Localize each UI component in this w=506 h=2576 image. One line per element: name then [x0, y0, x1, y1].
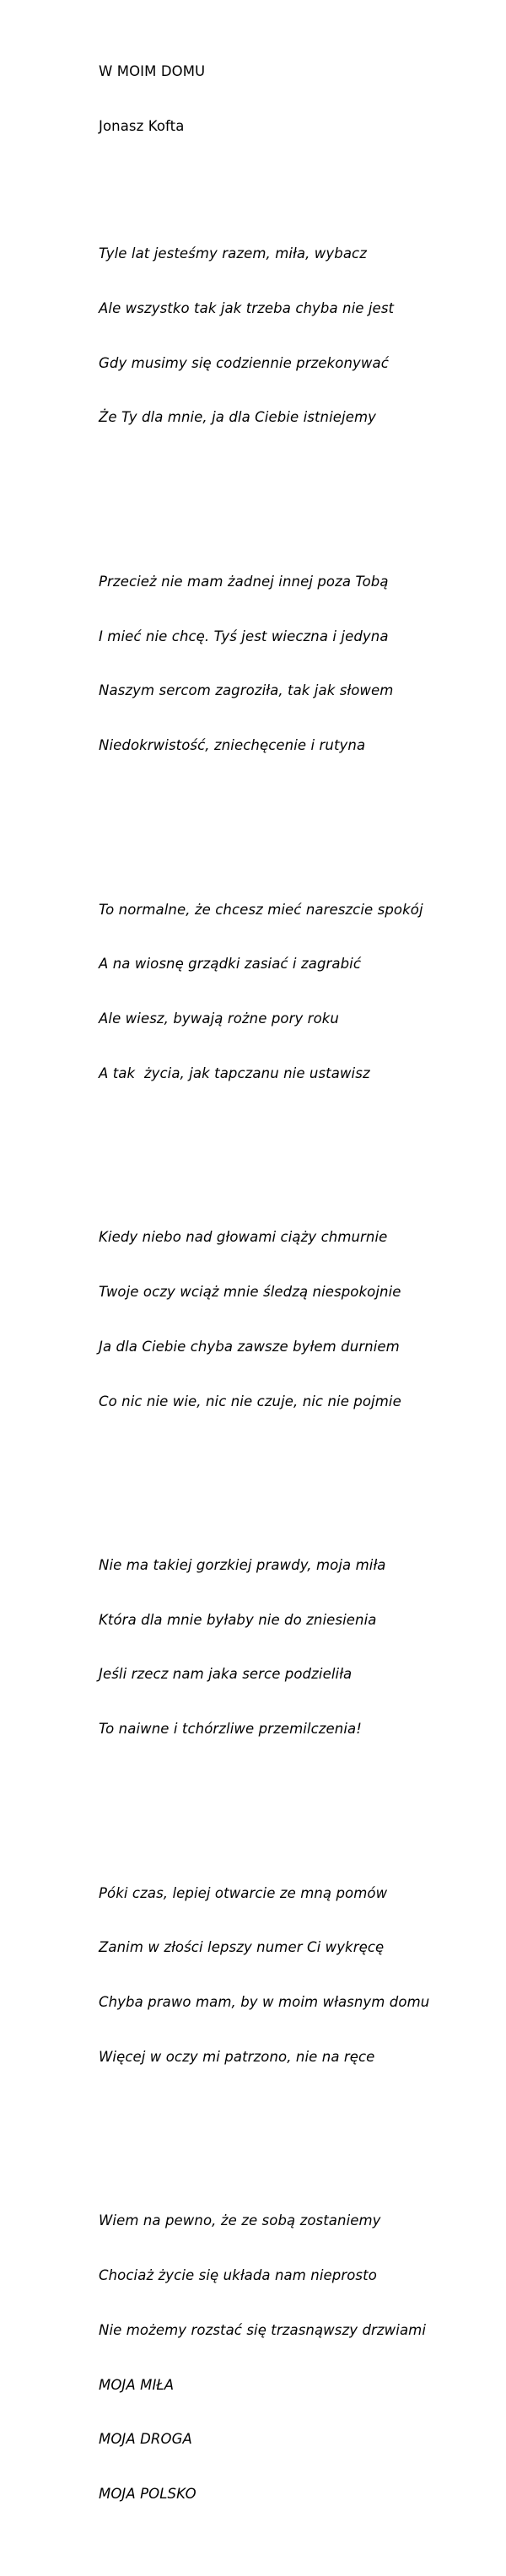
- poem-line: Póki czas, lepiej otwarcie ze mną pomów: [99, 1884, 388, 1901]
- stanza-2: [99, 536, 495, 791]
- poem-line: Chyba prawo mam, by w moim własnym domu: [99, 1994, 430, 2011]
- poem-line: A na wiosnę grządki zasiać i zagrabić: [99, 956, 362, 973]
- poem-text-block: [99, 26, 495, 2576]
- stanza-7: [99, 2175, 495, 2540]
- poem-line: Ale wiesz, bywają rożne pory roku: [99, 1010, 339, 1027]
- poem-line: To normalne, że chcesz mieć nareszcie spokój: [99, 901, 423, 918]
- poem-line: Zanim w złości lepszy numer Ci wykręcę: [99, 1939, 385, 1956]
- poem-line: A tak życia, jak tapczanu nie ustawisz: [99, 1064, 370, 1081]
- poem-line: Ja dla Ciebie chyba zawsze byłem durniem: [99, 1338, 400, 1355]
- poem-closing-line: MOJA DROGA: [99, 2431, 192, 2448]
- poem-closing-line: MOJA POLSKO: [99, 2486, 196, 2503]
- stanza-6: [99, 1847, 495, 2102]
- poem-title: W MOIM DOMU: [99, 63, 206, 80]
- poem-line: Niedokrwistość, zniechęcenie i rutyna: [99, 737, 366, 754]
- poem-line: Więcej w oczy mi patrzono, nie na ręce: [99, 2048, 375, 2065]
- stanza-4: [99, 1192, 495, 1447]
- poem-line: Chociaż życie się układa nam nieprosto: [99, 2267, 377, 2284]
- poem-line: Przecież nie mam żadnej innej poza Tobą: [99, 573, 389, 590]
- poem-line: Naszym sercom zagroziła, tak jak słowem: [99, 682, 394, 699]
- poem-line: Nie ma takiej gorzkiej prawdy, moja miła: [99, 1556, 386, 1573]
- stanza-1: [99, 208, 495, 463]
- poem-line: Jeśli rzecz nam jaka serce podzieliła: [99, 1666, 353, 1683]
- poem-line: Która dla mnie byłaby nie do zniesienia: [99, 1611, 377, 1628]
- poem-line: Nie możemy rozstać się trzasnąwszy drzwiami: [99, 2321, 427, 2338]
- poem-line: Że Ty dla mnie, ja dla Ciebie istniejemy: [99, 409, 377, 426]
- poem-line: I mieć nie chcę. Tyś jest wieczna i jedyna: [99, 628, 389, 644]
- poem-line: Wiem na pewno, że ze sobą zostaniemy: [99, 2212, 381, 2229]
- poem-closing-line: MOJA MIŁA: [99, 2376, 175, 2393]
- poem-author: Jonasz Kofta: [99, 117, 185, 134]
- poem-line: Ale wszystko tak jak trzeba chyba nie jest: [99, 299, 395, 316]
- poem-line: Gdy musimy się codziennie przekonywać: [99, 354, 389, 371]
- poem-line: Tyle lat jesteśmy razem, miła, wybacz: [99, 245, 367, 262]
- poem-line: Twoje oczy wciąż mnie śledzą niespokojnie: [99, 1283, 401, 1300]
- stanza-3: [99, 864, 495, 1118]
- poem-line: To naiwne i tchórzliwe przemilczenia!: [99, 1721, 362, 1738]
- stanza-5: [99, 1520, 495, 1775]
- poem-line: Co nic nie wie, nic nie czuje, nic nie pojmie: [99, 1393, 401, 1409]
- poem-line: Kiedy niebo nad głowami ciąży chmurnie: [99, 1229, 388, 1246]
